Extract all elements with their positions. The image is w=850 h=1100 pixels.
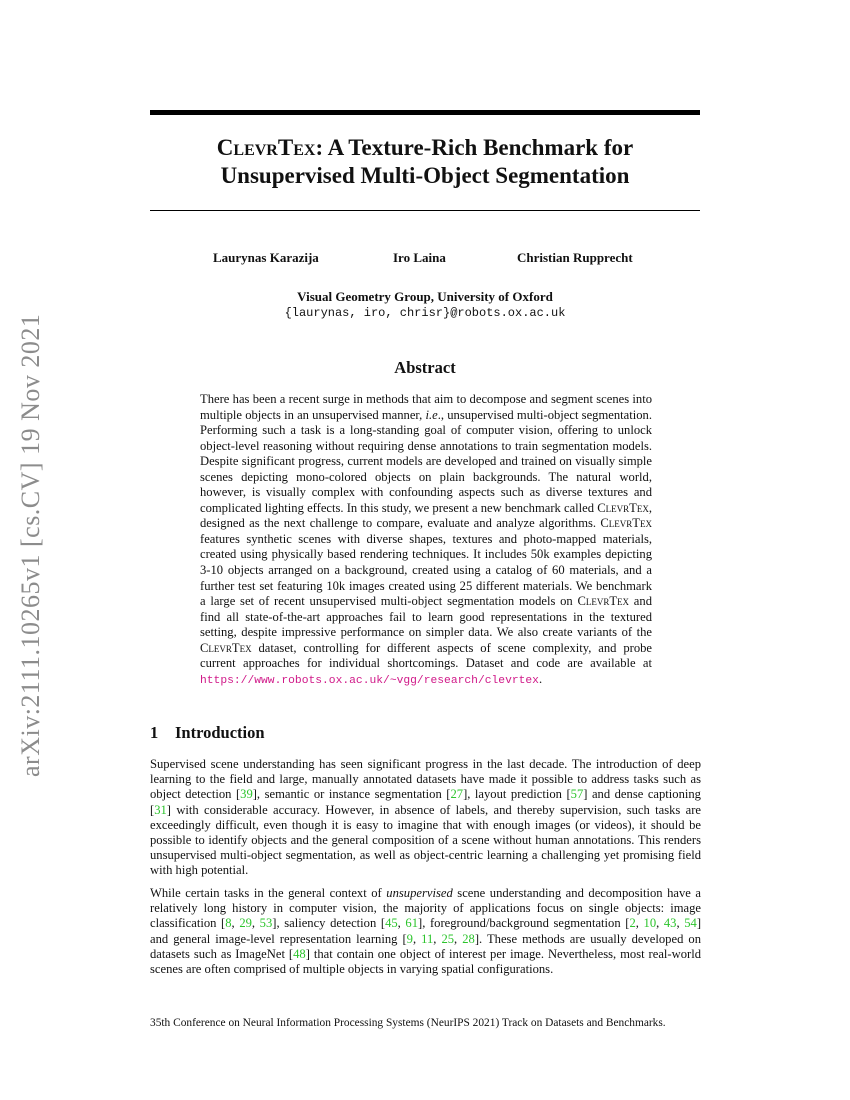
paper-title <box>150 134 700 190</box>
benchmark-name: ClevrTex <box>577 594 630 609</box>
author-list <box>150 250 700 268</box>
arxiv-identifier: arXiv:2111.10265v1 [cs.CV] 19 Nov 2021 <box>16 313 45 777</box>
citation-link[interactable]: 27 <box>450 787 464 802</box>
dataset-url-link[interactable]: https://www.robots.ox.ac.uk/~vgg/research/clevrtex <box>200 674 539 687</box>
section-number: 1 <box>150 723 159 742</box>
intro-paragraph-2: While certain tasks in the general context of unsupervised scene understanding and decomposition have a relatively long history in computer vision, the majority of applications focus on single objects: image classification [8, 29, 53], saliency detection [45, 61], foreground/background segmentation [2, 10, 43, 54] and general image-level representation learning [9, 11, 25, 28]. These methods are usually developed on datasets such as ImageNet [48] that contain one object of interest per image. Nevertheless, most real-world scenes are often comprised of multiple objects in varying spatial configurations. <box>150 886 702 977</box>
section-title: Introduction <box>175 723 265 742</box>
title-bottom-rule <box>150 210 700 211</box>
affiliation-org: Visual Geometry Group, University of Oxford <box>297 289 553 304</box>
citation-link[interactable]: 48 <box>293 946 306 961</box>
abstract-heading: Abstract <box>394 358 456 377</box>
citation-link[interactable]: 61 <box>405 916 419 931</box>
author-name: Laurynas Karazija <box>213 250 319 265</box>
author-emails: {laurynas, iro, chrisr}@robots.ox.ac.uk <box>284 306 566 320</box>
title-line1: : A Texture-Rich Benchmark for <box>315 135 634 160</box>
citation-link[interactable]: 11 <box>421 931 434 946</box>
benchmark-name: ClevrTex <box>597 500 649 515</box>
intro-paragraph-1: Supervised scene understanding has seen significant progress in the last decade. The introduction of deep learning to the field and large, manually annotated datasets have made it possible to address tasks such as object detection [39], semantic or instance segmentation [27], layout prediction [57] and dense captioning [31] with considerable accuracy. However, in absence of labels, and thereby supervision, such tasks are exceedingly difficult, even though it is easy to imagine that with enough images (or videos), it should be possible to identify objects and the general composition of a scene without human annotations. This renders unsupervised multi-object segmentation, as well as object-centric learning a challenging yet promising field with high potential. <box>150 757 701 878</box>
conference-footnote: 35th Conference on Neural Information Processing Systems (NeurIPS 2021) Track on Datasets and Benchmarks. <box>150 1017 666 1029</box>
title-name-part2: Tex <box>277 135 316 160</box>
citation-link[interactable]: 53 <box>259 916 273 931</box>
citation-link[interactable]: 10 <box>643 916 657 931</box>
author-name: Christian Rupprecht <box>517 250 633 265</box>
benchmark-name: ClevrTex <box>600 516 652 531</box>
title-top-rule <box>150 110 700 115</box>
title-name-part1: Clevr <box>216 135 278 160</box>
citation-link[interactable]: 2 <box>629 916 636 931</box>
citation-link[interactable]: 9 <box>406 931 413 946</box>
affiliation <box>150 289 700 321</box>
citation-link[interactable]: 45 <box>385 916 398 931</box>
citation-link[interactable]: 54 <box>684 916 697 931</box>
citation-link[interactable]: 39 <box>240 787 253 802</box>
citation-link[interactable]: 31 <box>154 802 167 817</box>
title-line2: Unsupervised Multi-Object Segmentation <box>220 163 630 188</box>
citation-link[interactable]: 8 <box>225 916 232 931</box>
citation-link[interactable]: 29 <box>239 916 252 931</box>
citation-link[interactable]: 57 <box>570 787 584 802</box>
abstract-body: There has been a recent surge in methods that aim to decompose and segment scenes into multiple objects in an unsupervised manner, i.e., unsupervised multi-object segmentation. Performing such a task is a long-standing goal of computer vision, offering to unlock object-level reasoning without requiring dense annotations to train segmentation models. Despite significant progress, current models are developed and trained on visually simple scenes depicting mono-colored objects on plain backgrounds. The natural world, however, is visually complex with confounding aspects such as diverse textures and complicated lighting effects. In this study, we present a new benchmark called ClevrTex, designed as the next challenge to compare, evaluate and analyze algorithms. ClevrTex features synthetic scenes with diverse shapes, textures and photo-mapped materials, created using physically based rendering techniques. It includes 50k examples depicting 3-10 objects arranged on a background, created using a catalog of 60 materials, and a further test set featuring 10k images created using 25 different materials. We benchmark a large set of recent unsupervised multi-object segmentation models on ClevrTex and find all state-of-the-art approaches fail to learn good representations in the textured setting, despite impressive performance on simpler data. We also create variants of the ClevrTex dataset, controlling for different aspects of scene complexity, and probe current approaches for individual shortcomings. Dataset and code are available at https://www.robots.ox.ac.uk/~vgg/research/clevrtex. <box>200 392 652 687</box>
citation-link[interactable]: 28 <box>462 931 475 946</box>
author-name: Iro Laina <box>393 250 446 265</box>
citation-link[interactable]: 25 <box>441 931 455 946</box>
citation-link[interactable]: 43 <box>663 916 677 931</box>
benchmark-name: ClevrTex <box>200 640 252 655</box>
section-heading <box>150 723 265 743</box>
